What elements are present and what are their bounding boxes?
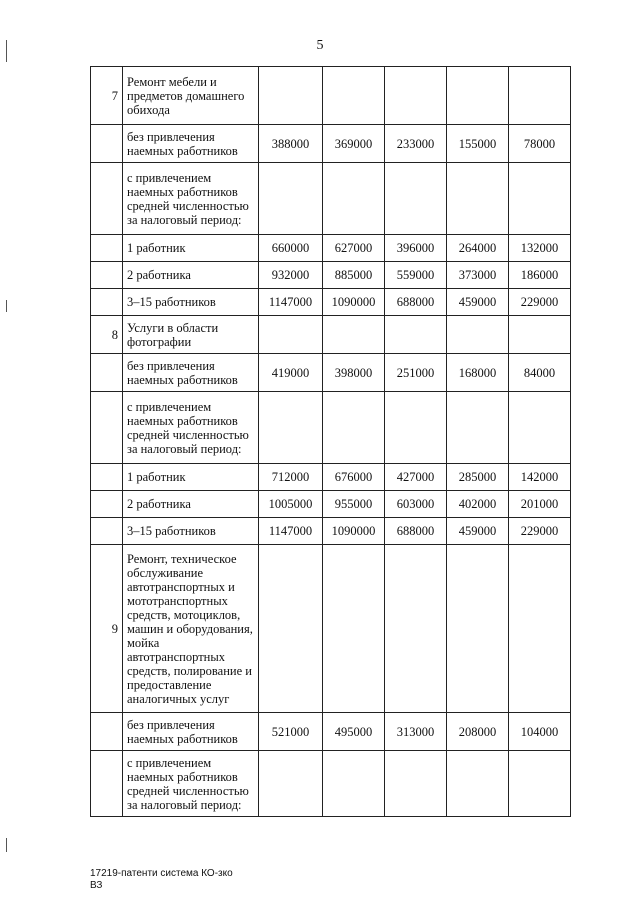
value-cell: 1147000 [259, 518, 323, 545]
value-cell: 369000 [323, 125, 385, 163]
value-cell [509, 67, 571, 125]
value-cell [447, 67, 509, 125]
value-cell [385, 163, 447, 235]
table-row [91, 163, 571, 235]
table-row [91, 235, 571, 262]
value-cell [259, 163, 323, 235]
value-cell: 233000 [385, 125, 447, 163]
value-cell: 427000 [385, 464, 447, 491]
row-number-cell: 9 [91, 545, 123, 713]
value-cell: 155000 [447, 125, 509, 163]
row-number-cell [91, 751, 123, 817]
value-cell [385, 392, 447, 464]
table-row [91, 518, 571, 545]
value-cell: 264000 [447, 235, 509, 262]
value-cell: 186000 [509, 262, 571, 289]
row-number-cell [91, 518, 123, 545]
value-cell [385, 545, 447, 713]
value-cell [323, 751, 385, 817]
value-cell [323, 316, 385, 354]
row-number-cell [91, 491, 123, 518]
row-number-cell [91, 262, 123, 289]
footer-file-reference [90, 868, 233, 892]
row-label-cell: 2 работника [123, 491, 259, 518]
value-cell [259, 316, 323, 354]
value-cell: 627000 [323, 235, 385, 262]
table-row [91, 125, 571, 163]
row-label-cell: 1 работник [123, 235, 259, 262]
scan-edge-mark [6, 838, 7, 852]
row-number-cell [91, 235, 123, 262]
value-cell: 495000 [323, 713, 385, 751]
value-cell [447, 316, 509, 354]
value-cell: 201000 [509, 491, 571, 518]
value-cell: 142000 [509, 464, 571, 491]
value-cell [447, 545, 509, 713]
table-row [91, 751, 571, 817]
row-label-cell: Услуги в области фотографии [123, 316, 259, 354]
table-row [91, 67, 571, 125]
row-number-cell [91, 289, 123, 316]
value-cell: 459000 [447, 289, 509, 316]
value-cell [509, 751, 571, 817]
value-cell: 1090000 [323, 289, 385, 316]
value-cell [385, 316, 447, 354]
scan-edge-mark [6, 40, 7, 62]
table-row [91, 491, 571, 518]
value-cell [259, 545, 323, 713]
row-label-cell: с привлечением наемных работников средней численностью за налоговый период: [123, 392, 259, 464]
value-cell: 78000 [509, 125, 571, 163]
value-cell: 1147000 [259, 289, 323, 316]
row-label-cell: без привлечения наемных работников [123, 354, 259, 392]
value-cell [385, 751, 447, 817]
value-cell [323, 163, 385, 235]
row-label-cell: без привлечения наемных работников [123, 713, 259, 751]
value-cell [509, 545, 571, 713]
row-number-cell [91, 354, 123, 392]
table-row [91, 713, 571, 751]
value-cell [259, 392, 323, 464]
value-cell: 285000 [447, 464, 509, 491]
value-cell: 932000 [259, 262, 323, 289]
value-cell: 419000 [259, 354, 323, 392]
row-label-cell: 2 работника [123, 262, 259, 289]
value-cell [447, 163, 509, 235]
row-number-cell: 7 [91, 67, 123, 125]
table-row [91, 316, 571, 354]
value-cell [259, 67, 323, 125]
value-cell: 373000 [447, 262, 509, 289]
row-label-cell: с привлечением наемных работников средней численностью за налоговый период: [123, 163, 259, 235]
row-number-cell [91, 163, 123, 235]
value-cell: 603000 [385, 491, 447, 518]
row-label-cell: без привлечения наемных работников [123, 125, 259, 163]
row-label-cell: Ремонт мебели и предметов домашнего обихода [123, 67, 259, 125]
value-cell: 229000 [509, 289, 571, 316]
value-cell: 229000 [509, 518, 571, 545]
value-cell: 1090000 [323, 518, 385, 545]
row-number-cell [91, 464, 123, 491]
row-number-cell [91, 713, 123, 751]
value-cell [385, 67, 447, 125]
value-cell: 885000 [323, 262, 385, 289]
value-cell: 388000 [259, 125, 323, 163]
value-cell [323, 67, 385, 125]
value-cell: 396000 [385, 235, 447, 262]
row-label-cell: Ремонт, техническое обслуживание автотранспортных и мототранспортных средств, мотоциклов, машин и оборудования, мойка автотранспортных средств, полирование и предоставление аналогичных услуг [123, 545, 259, 713]
table-row [91, 262, 571, 289]
footer-line: 17219-патенти система КО-зко [90, 868, 233, 879]
scan-edge-mark [6, 300, 7, 312]
table-row [91, 464, 571, 491]
value-cell: 676000 [323, 464, 385, 491]
value-cell: 132000 [509, 235, 571, 262]
value-cell [323, 545, 385, 713]
table-row [91, 392, 571, 464]
value-cell [259, 751, 323, 817]
value-cell [447, 392, 509, 464]
value-cell: 688000 [385, 289, 447, 316]
value-cell: 559000 [385, 262, 447, 289]
value-cell: 84000 [509, 354, 571, 392]
row-label-cell: 3–15 работников [123, 289, 259, 316]
row-label-cell: 3–15 работников [123, 518, 259, 545]
value-cell [509, 316, 571, 354]
row-label-cell: 1 работник [123, 464, 259, 491]
value-cell: 398000 [323, 354, 385, 392]
table-row [91, 289, 571, 316]
table-row [91, 545, 571, 713]
value-cell: 251000 [385, 354, 447, 392]
value-cell: 313000 [385, 713, 447, 751]
value-cell: 208000 [447, 713, 509, 751]
value-cell: 688000 [385, 518, 447, 545]
value-cell [323, 392, 385, 464]
value-cell [447, 751, 509, 817]
value-cell [509, 392, 571, 464]
tariff-table [90, 66, 571, 817]
row-label-cell: с привлечением наемных работников средней численностью за налоговый период: [123, 751, 259, 817]
footer-line: ВЗ [90, 880, 103, 891]
value-cell: 104000 [509, 713, 571, 751]
page-number: 5 [316, 38, 324, 53]
table-row [91, 354, 571, 392]
value-cell: 168000 [447, 354, 509, 392]
value-cell: 660000 [259, 235, 323, 262]
value-cell: 712000 [259, 464, 323, 491]
row-number-cell [91, 125, 123, 163]
value-cell: 402000 [447, 491, 509, 518]
row-number-cell [91, 392, 123, 464]
row-number-cell: 8 [91, 316, 123, 354]
value-cell: 521000 [259, 713, 323, 751]
value-cell: 459000 [447, 518, 509, 545]
value-cell: 1005000 [259, 491, 323, 518]
value-cell [509, 163, 571, 235]
value-cell: 955000 [323, 491, 385, 518]
